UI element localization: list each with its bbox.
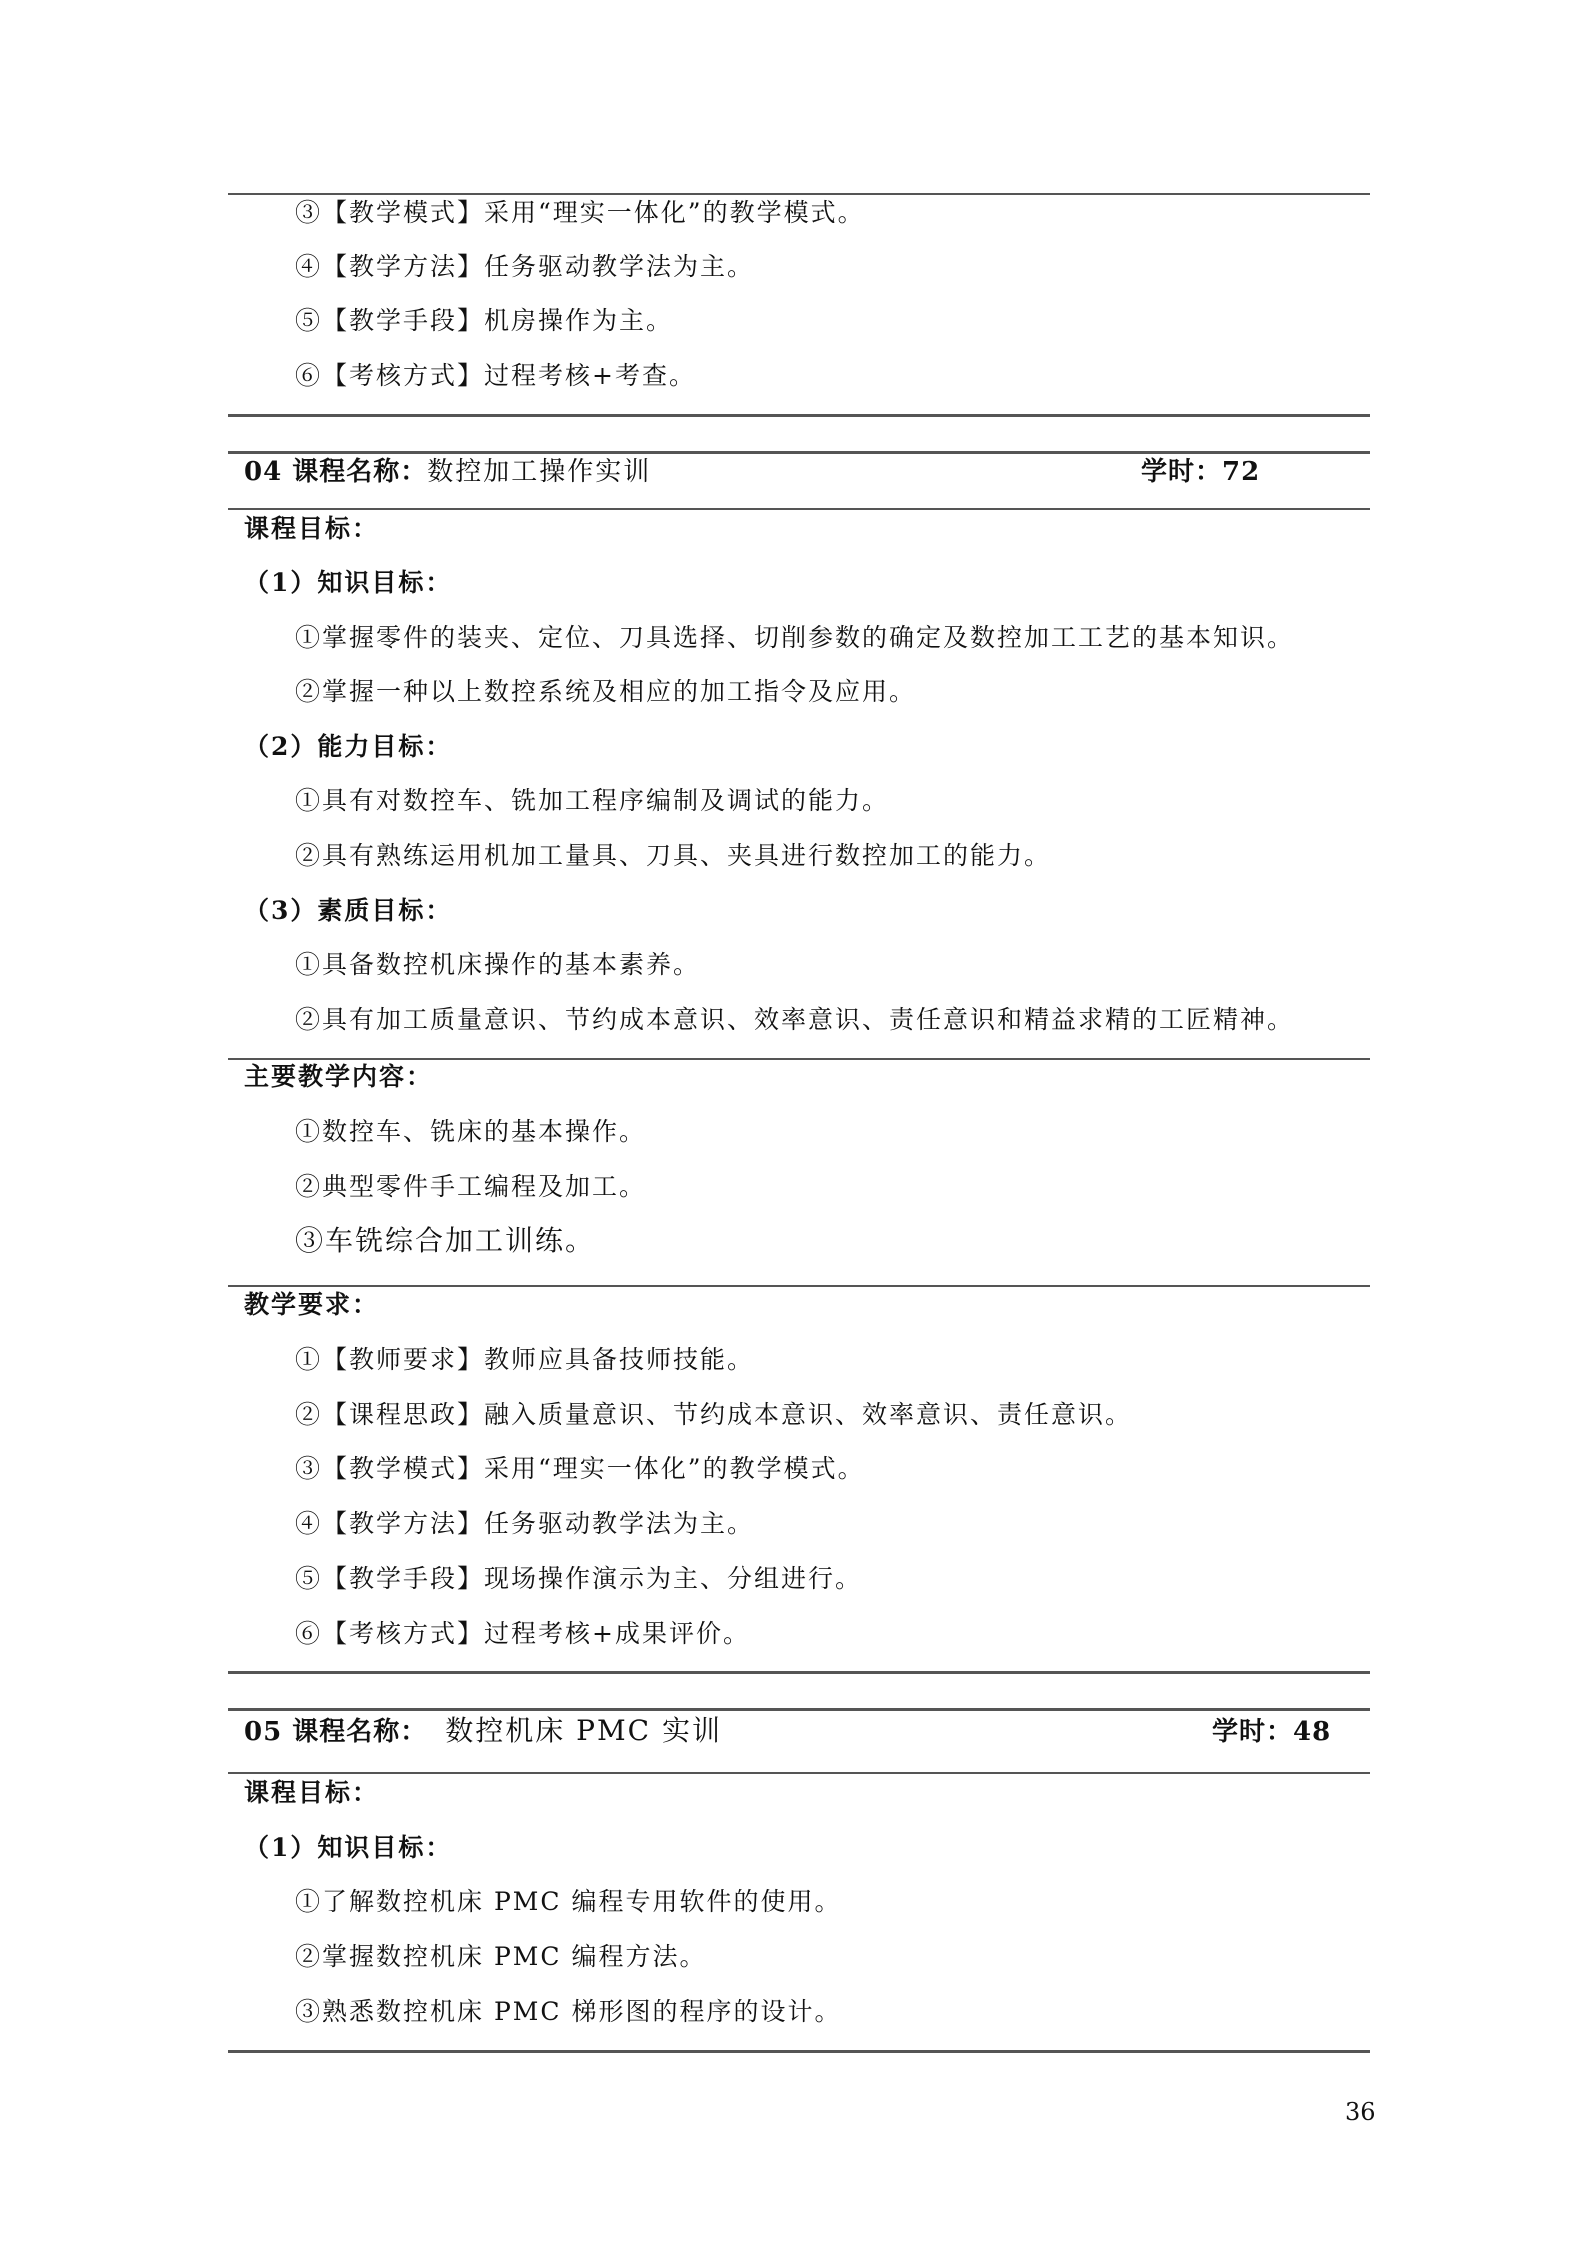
requirements-heading: 教学要求： [244, 1290, 380, 1319]
table-border [228, 414, 1370, 417]
requirement-item: ④【教学方法】任务驱动教学法为主。 [295, 1509, 755, 1538]
course-05-title [244, 1715, 722, 1748]
goal-item: ①掌握零件的装夹、定位、刀具选择、切削参数的确定及数控加工工艺的基本知识。 [295, 623, 1295, 652]
table-border [228, 2050, 1370, 2053]
course-name: 数控加工操作实训 [427, 457, 652, 487]
goals-heading: 课程目标： [244, 514, 380, 543]
requirement-item: ④【教学方法】任务驱动教学法为主。 [295, 252, 755, 281]
requirement-item: ②【课程思政】融入质量意识、节约成本意识、效率意识、责任意识。 [295, 1400, 1133, 1429]
content-heading: 主要教学内容： [244, 1062, 434, 1091]
course-name: 数控机床 PMC 实训 [445, 1714, 722, 1747]
goal-item: ①具有对数控车、铣加工程序编制及调试的能力。 [295, 786, 890, 815]
goal-item: ②掌握一种以上数控系统及相应的加工指令及应用。 [295, 677, 917, 706]
goal-item: ②具有熟练运用机加工量具、刀具、夹具进行数控加工的能力。 [295, 841, 1052, 870]
requirement-item: ⑥【考核方式】过程考核+考查。 [295, 361, 696, 390]
quality-heading: （3）素质目标： [244, 896, 453, 925]
course-hours: 学时：72 [1141, 457, 1261, 487]
requirement-item: ③【教学模式】采用“理实一体化”的教学模式。 [295, 1454, 865, 1483]
course-label: 05 课程名称： [244, 1717, 428, 1747]
course-04-title [244, 456, 651, 488]
knowledge-heading: （1）知识目标： [244, 1833, 453, 1862]
knowledge-heading: （1）知识目标： [244, 568, 453, 597]
table-border [228, 193, 1370, 195]
table-border [228, 1058, 1370, 1060]
table-border [228, 1708, 1370, 1711]
page-number: 36 [1345, 2098, 1376, 2126]
table-border [228, 451, 1370, 454]
table-border [228, 508, 1370, 510]
requirement-item: ⑤【教学手段】现场操作演示为主、分组进行。 [295, 1564, 863, 1593]
goal-item: ②具有加工质量意识、节约成本意识、效率意识、责任意识和精益求精的工匠精神。 [295, 1005, 1295, 1034]
course-label: 04 课程名称： [244, 457, 428, 487]
goal-item: ②掌握数控机床 PMC 编程方法。 [295, 1942, 707, 1971]
content-item: ②典型零件手工编程及加工。 [295, 1172, 647, 1201]
content-item: ①数控车、铣床的基本操作。 [295, 1117, 647, 1146]
requirement-item: ③【教学模式】采用“理实一体化”的教学模式。 [295, 198, 865, 227]
table-border [228, 1285, 1370, 1287]
goal-item: ③熟悉数控机床 PMC 梯形图的程序的设计。 [295, 1997, 842, 2026]
content-item: ③车铣综合加工训练。 [295, 1224, 596, 1257]
requirement-item: ①【教师要求】教师应具备技师技能。 [295, 1345, 755, 1374]
ability-heading: （2）能力目标： [244, 732, 453, 761]
requirement-item: ⑤【教学手段】机房操作为主。 [295, 306, 674, 335]
goals-heading: 课程目标： [244, 1778, 380, 1807]
table-border [228, 1671, 1370, 1674]
goal-item: ①具备数控机床操作的基本素养。 [295, 950, 701, 979]
goal-item: ①了解数控机床 PMC 编程专用软件的使用。 [295, 1887, 842, 1916]
course-hours: 学时：48 [1212, 1717, 1332, 1747]
requirement-item: ⑥【考核方式】过程考核+成果评价。 [295, 1619, 750, 1648]
table-border [228, 1772, 1370, 1774]
